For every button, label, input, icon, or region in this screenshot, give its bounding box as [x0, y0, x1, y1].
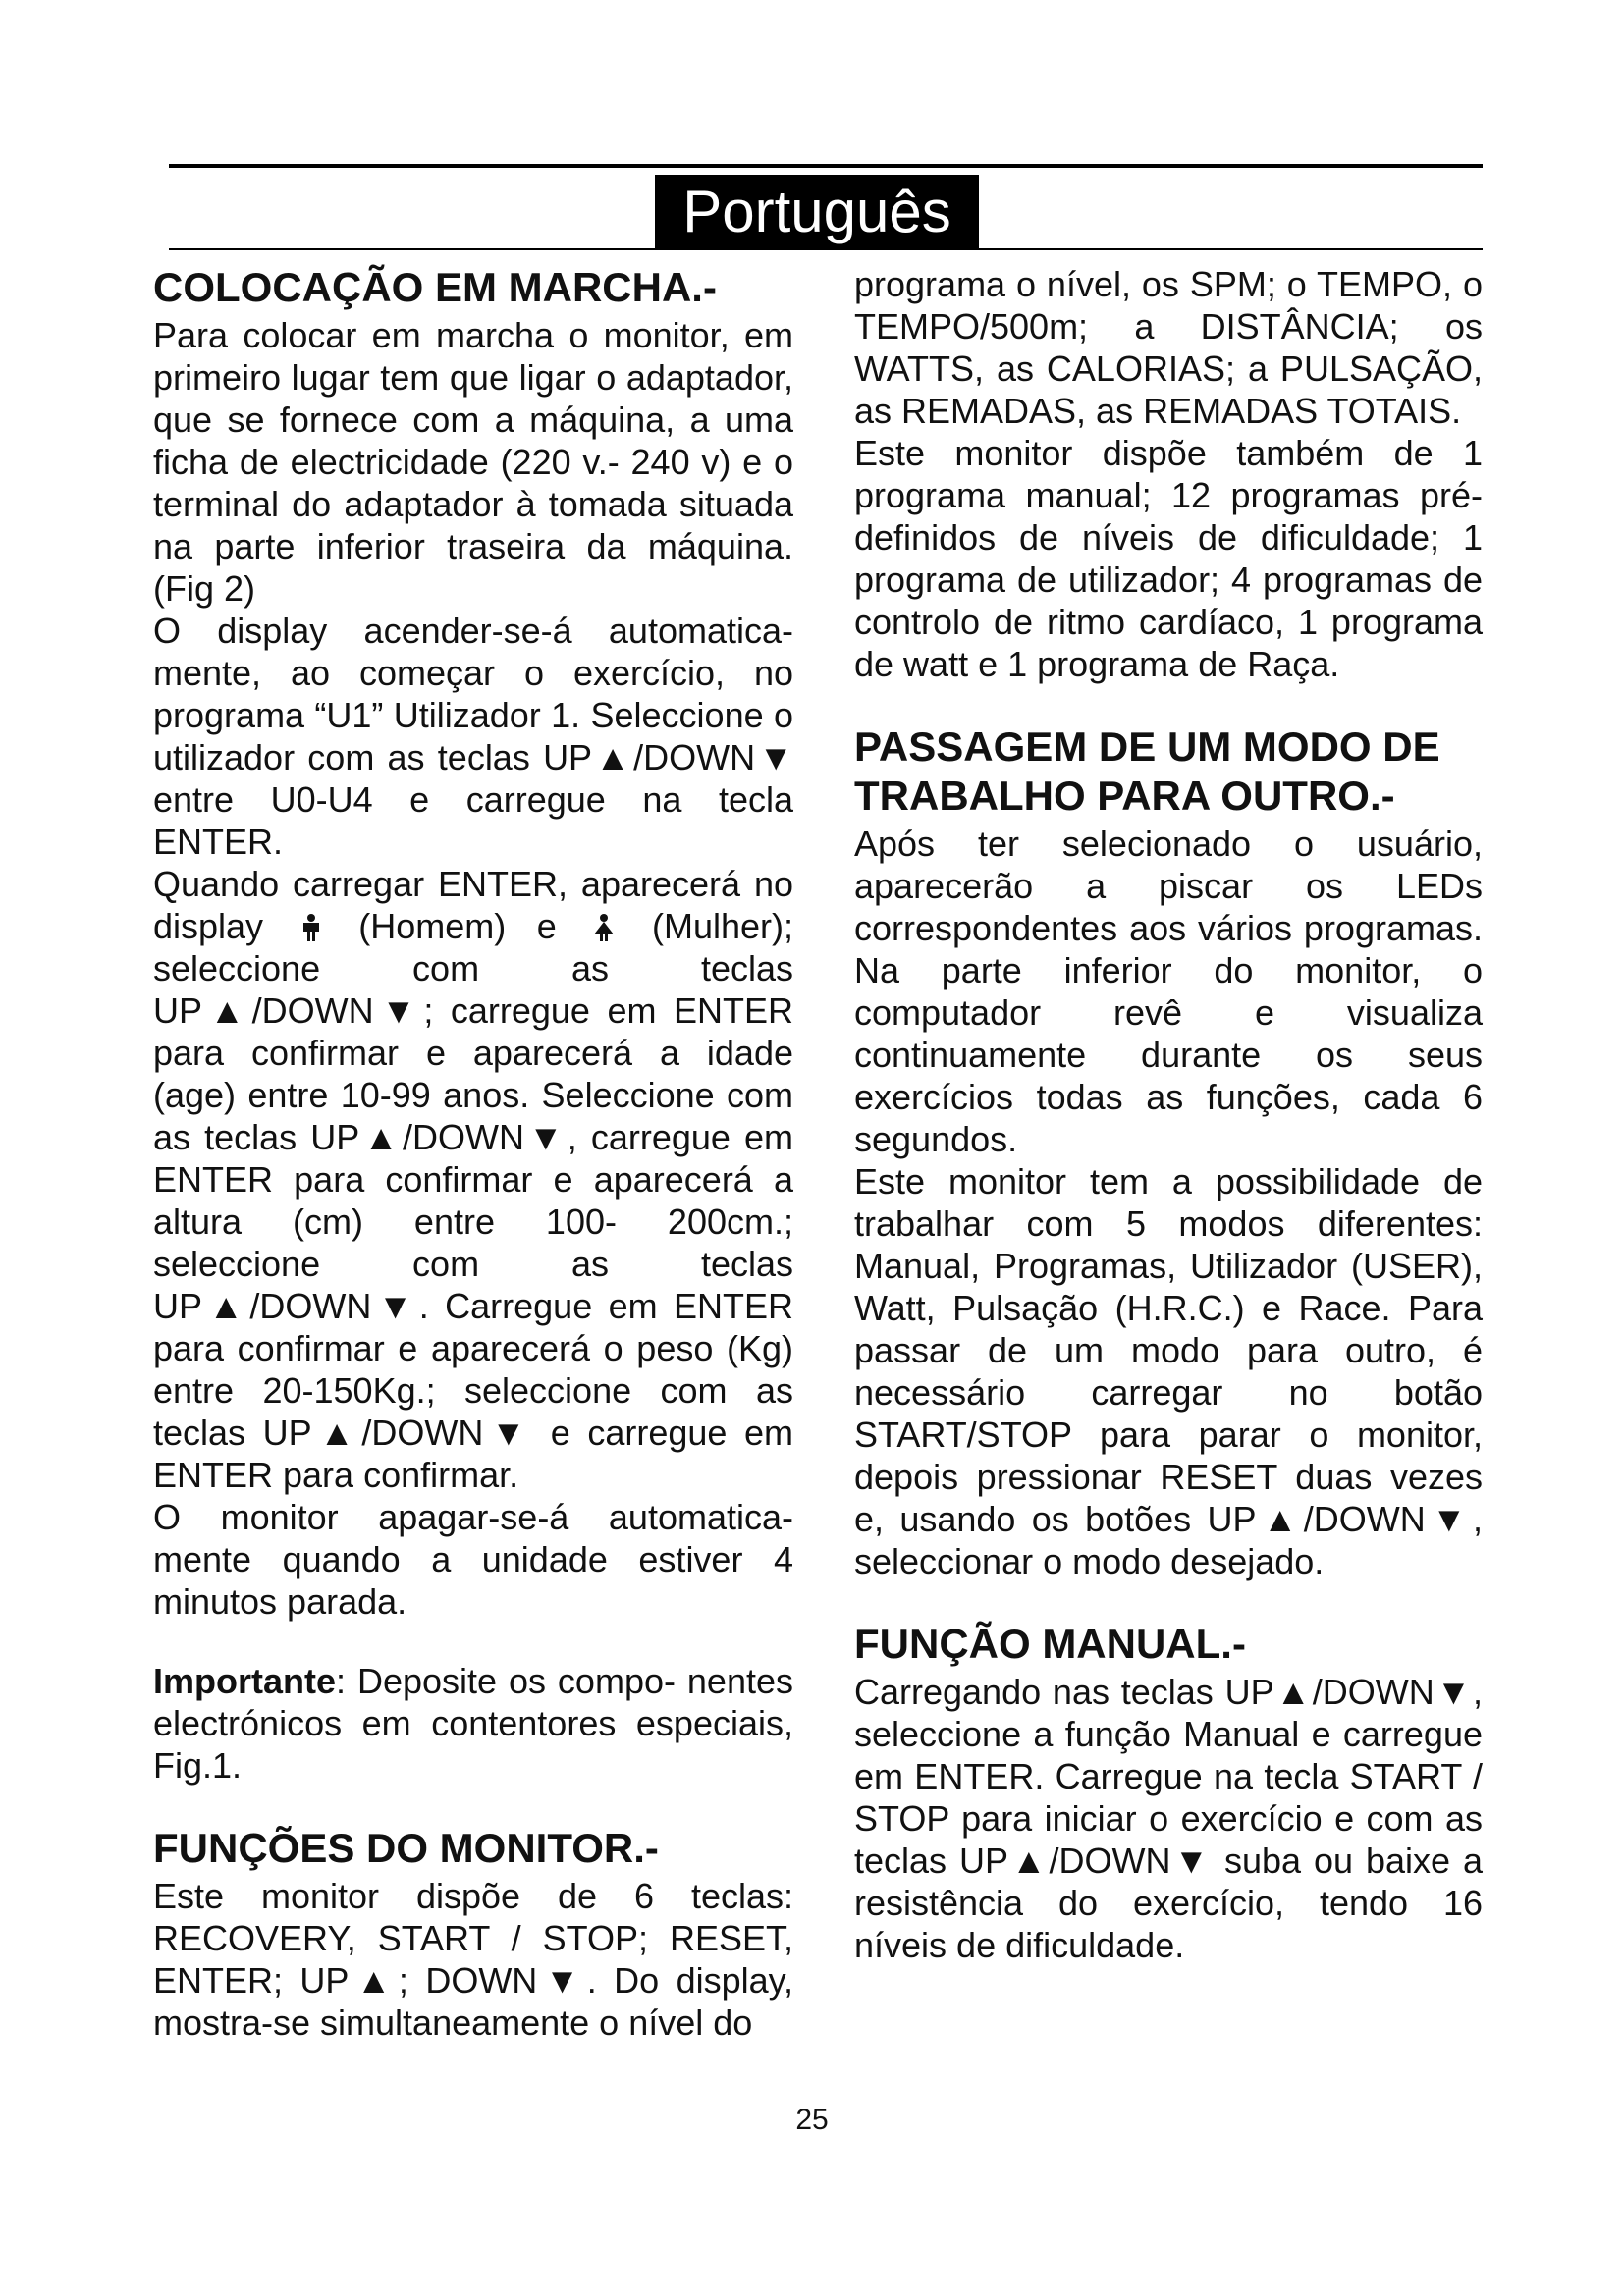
spacer [854, 685, 1483, 722]
paragraph: programa o nível, os SPM; o TEMPO, o TEMPO/500m; a DISTÂNCIA; os WATTS, as CALORIAS; a PULSAÇÃO, as REMADAS, as REMADAS TOTAIS. [854, 264, 1483, 431]
header-rule-top [169, 164, 1483, 168]
header-rule-bottom [169, 248, 1483, 250]
right-column [854, 263, 1483, 1966]
section-title-start: COLOCAÇÃO EM MARCHA.- [153, 264, 717, 310]
paragraph: Este monitor dispõe também de 1 programa manual; 12 programas pré- definidos de níveis de dificuldade; 1 programa de utilizador; 4 programas de controlo de ritmo cardíaco, 1 programa de watt e 1 programa de Raça. [854, 433, 1483, 684]
spacer [854, 1582, 1483, 1620]
language-banner: Português [655, 175, 979, 248]
male-figure-icon [298, 913, 324, 942]
left-column [153, 263, 793, 2044]
important-label: Importante [153, 1661, 337, 1701]
female-figure-icon [591, 913, 617, 942]
paragraph: Para colocar em marcha o monitor, em primeiro lugar tem que ligar o adaptador, que se fornece com a máquina, a uma ficha de electricidade (220 v.- 240 v) e o terminal do adaptador à tomada situada na parte inferior traseira da máquina. (Fig 2) [153, 315, 793, 609]
paragraph-gender [153, 863, 793, 1496]
text-span: (Homem) e [358, 906, 557, 946]
paragraph: Este monitor tem a possibilidade de trabalhar com 5 modos diferentes: Manual, Programas, Utilizador (USER), Watt, Pulsação (H.R.C.) e Race. Para passar de um modo para outro, é necessário carregar no botão START/STOP para parar o monitor, depois pressionar RESET duas vezes e, usando os botões UP▲/DOWN▼, seleccionar o modo desejado. [854, 1161, 1483, 1581]
paragraph: Este monitor dispõe de 6 teclas: RECOVERY, START / STOP; RESET, ENTER; UP▲; DOWN▼. Do display, mostra-se simultaneamente o nível do [153, 1876, 793, 2043]
paragraph: O display acender-se-á automatica- mente, ao começar o exercício, no programa “U1” Utilizador 1. Seleccione o utilizador com as teclas UP▲/DOWN▼ entre U0-U4 e carregue na tecla ENTER. [153, 611, 793, 862]
spacer [153, 1623, 793, 1660]
text-span: Quando carregar ENTER, aparecerá no display [153, 864, 793, 946]
paragraph: Carregando nas teclas UP▲/DOWN▼, seleccione a função Manual e carregue em ENTER. Carregue na tecla START / STOP para iniciar o exercício e com as teclas UP▲/DOWN▼ suba ou baixe a resistência do exercício, tendo 16 níveis de dificuldade. [854, 1672, 1483, 1965]
spacer [153, 1787, 793, 1824]
important-text: : Deposite os compo- nentes electrónicos em contentores especiais, Fig.1. [153, 1661, 793, 1786]
paragraph: O monitor apagar-se-á automatica- mente quando a unidade estiver 4 minutos parada. [153, 1497, 793, 1622]
section-title-mode-switch: PASSAGEM DE UM MODO DE TRABALHO PARA OUTRO.- [854, 723, 1440, 819]
text-span: (Mulher); seleccione com as teclas UP▲/DOWN▼; carregue em ENTER para confirmar e aparecerá a idade (age) entre 10-99 anos. Seleccione com as teclas UP▲/DOWN▼, carregue em ENTER para confirmar e aparecerá a altura (cm) entre 100- 200cm.; seleccione com as teclas UP▲/DOWN▼. Carregue em ENTER para confirmar e aparecerá o peso (Kg) entre 20-150Kg.; seleccione com as teclas UP▲/DOWN▼ e carregue em ENTER para confirmar. [153, 906, 793, 1495]
section-title-functions: FUNÇÕES DO MONITOR.- [153, 1825, 659, 1871]
section-title-manual: FUNÇÃO MANUAL.- [854, 1621, 1246, 1667]
page-number: 25 [795, 2104, 829, 2136]
paragraph-important [153, 1660, 793, 1787]
paragraph: Após ter selecionado o usuário, aparecerão a piscar os LEDs correspondentes aos vários programas. Na parte inferior do monitor, o computador revê e visualiza continuamente durante os seus exercícios todas as funções, cada 6 segundos. [854, 824, 1483, 1159]
